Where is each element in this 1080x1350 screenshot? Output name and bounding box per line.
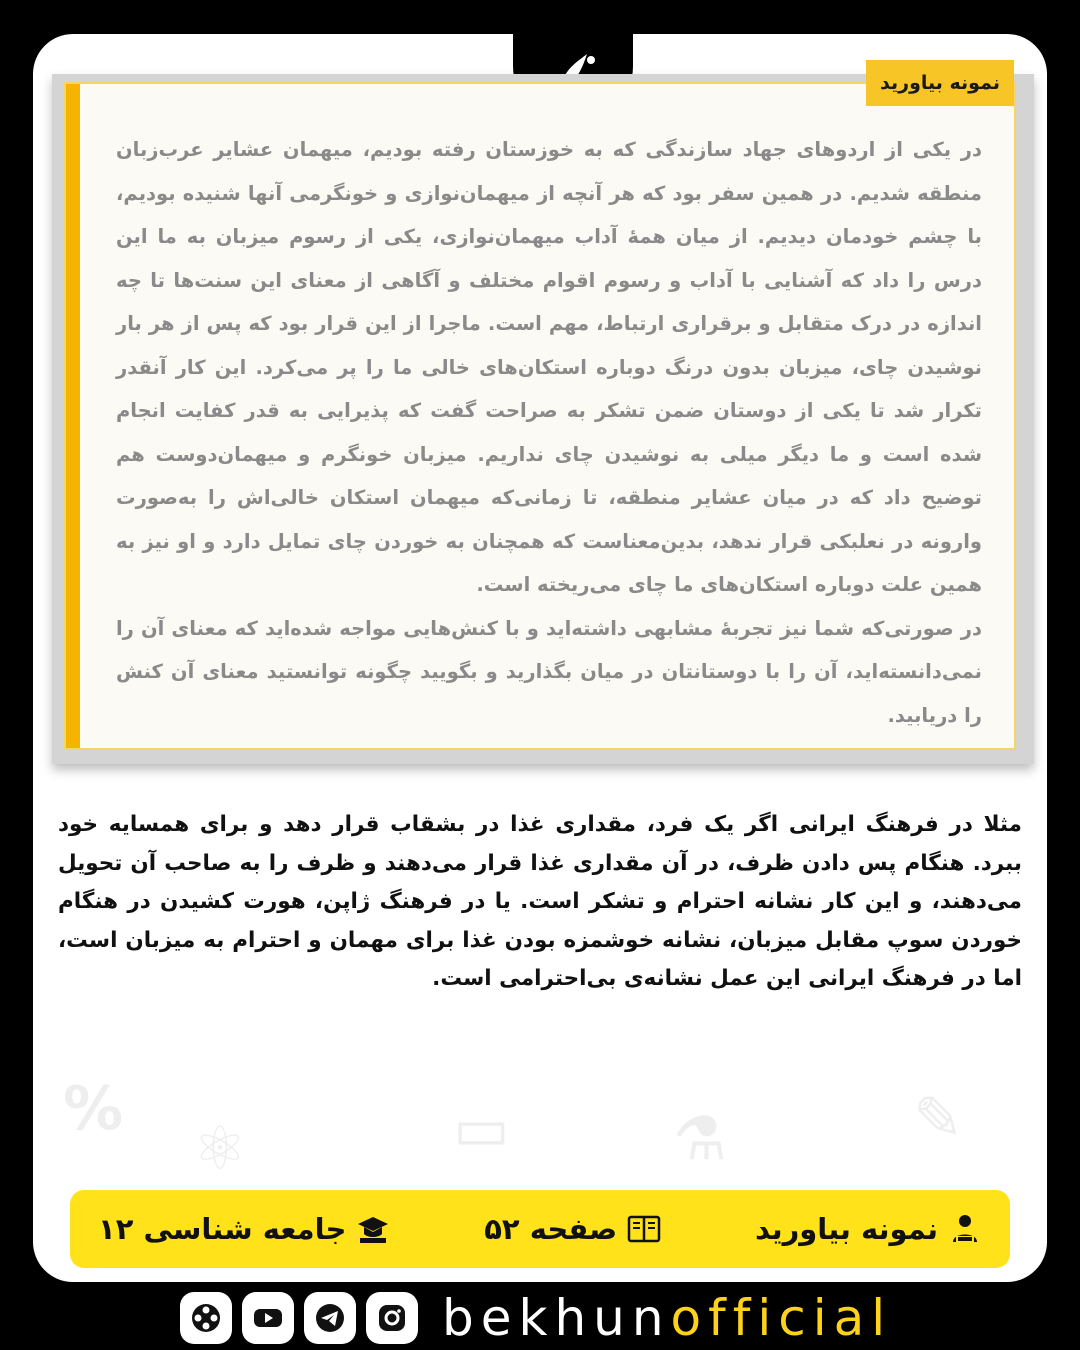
info-book-label: جامعه شناسی ۱۲ xyxy=(98,1212,347,1246)
instagram-icon[interactable] xyxy=(366,1292,418,1344)
footer xyxy=(180,1286,900,1350)
info-bar xyxy=(70,1190,1010,1268)
excerpt-accent-bar xyxy=(66,84,80,748)
excerpt-text xyxy=(116,128,982,737)
telegram-icon[interactable] xyxy=(304,1292,356,1344)
watermark-percent-icon: % xyxy=(63,1074,124,1144)
youtube-icon[interactable] xyxy=(242,1292,294,1344)
aparat-icon[interactable] xyxy=(180,1292,232,1344)
info-topic-label: نمونه بیاورید xyxy=(754,1212,938,1246)
teacher-icon xyxy=(948,1212,982,1246)
brand-name-yellow: official xyxy=(670,1289,893,1347)
brand-name xyxy=(442,1289,892,1347)
info-page-label: صفحه ۵۲ xyxy=(484,1212,618,1246)
graduation-cap-icon xyxy=(356,1212,390,1246)
brand-name-white: bekhun xyxy=(442,1289,671,1347)
watermark-flask-icon: ⚗ xyxy=(673,1104,727,1174)
answer-paragraph: مثلا در فرهنگ ایرانی اگر یک فرد، مقداری غذا در بشقاب قرار دهد و برای همسایه خود ببرد. هنگام پس دادن ظرف، در آن مقداری غذا قرار می‌دهند و ظرف را به صاحب آن تحویل می‌دهند، و این کار نشانه احترام و تشکر است. یا در فرهنگ ژاپن، هورت کشیدن در هنگام خوردن سوپ مقابل میزبان، نشانه خوشمزه بودن غذا برای مهمان و احترام به میزبان است، اما در فرهنگ ایرانی این عمل نشانه‌ی بی‌احترامی است. xyxy=(58,812,1022,991)
watermark-atom-icon: ⚛ xyxy=(193,1114,247,1184)
open-book-icon xyxy=(627,1212,661,1246)
info-topic xyxy=(755,1212,982,1246)
watermark-book-icon: ▭ xyxy=(453,1094,510,1164)
excerpt-paragraph-1: در یکی از اردوهای جهاد سازندگی که به خوزستان رفته بودیم، میهمان عشایر عرب‌زبان منطقه شدیم. در همین سفر بود که هر آنچه از میهمان‌نوازی و خونگرمی آنها شنیده بودیم، با چشم خودمان دیدیم. از میان همهٔ آداب میهمان‌نوازی، یکی از رسوم میزبان به ما این درس را داد که آشنایی با آداب و رسوم اقوام مختلف و آگاهی از معنای این سنت‌ها تا چه اندازه در درک متقابل و برقراری ارتباط، مهم است. ماجرا از این قرار بود که پس از هر بار نوشیدن چای، میزبان بدون درنگ دوباره استکان‌های خالی ما را پر می‌کرد. این کار آنقدر تکرار شد تا یکی از دوستان ضمن تشکر به صراحت گفت که پذیرایی به قدر کفایت انجام شده است و ما دیگر میلی به نوشیدن چای نداریم. میزبان خونگرم و میهمان‌دوست هم توضیح داد که در میان عشایر منطقه، تا زمانی‌که میهمان استکان خالی‌اش را به‌صورت وارونه در نعلبکی قرار ندهد، بدین‌معناست که همچنان به خوردن چای تمایل دارد و او نیز به همین علت دوباره استکان‌های ما چای می‌ریخته است. xyxy=(116,138,982,596)
textbook-excerpt xyxy=(64,72,1016,750)
info-book xyxy=(98,1212,390,1246)
info-page xyxy=(484,1212,661,1246)
watermark-pencil-icon: ✎ xyxy=(913,1084,964,1154)
excerpt-paragraph-2: در صورتی‌که شما نیز تجربهٔ مشابهی داشته‌اید و با کنش‌هایی مواجه شده‌اید که معنای آن را نمی‌دانسته‌اید، آن را با دوستانتان در میان بگذارید و بگویید چگونه توانستید معنای آن کنش را دریابید. xyxy=(116,616,982,727)
excerpt-tag: نمونه بیاورید xyxy=(866,60,1014,106)
